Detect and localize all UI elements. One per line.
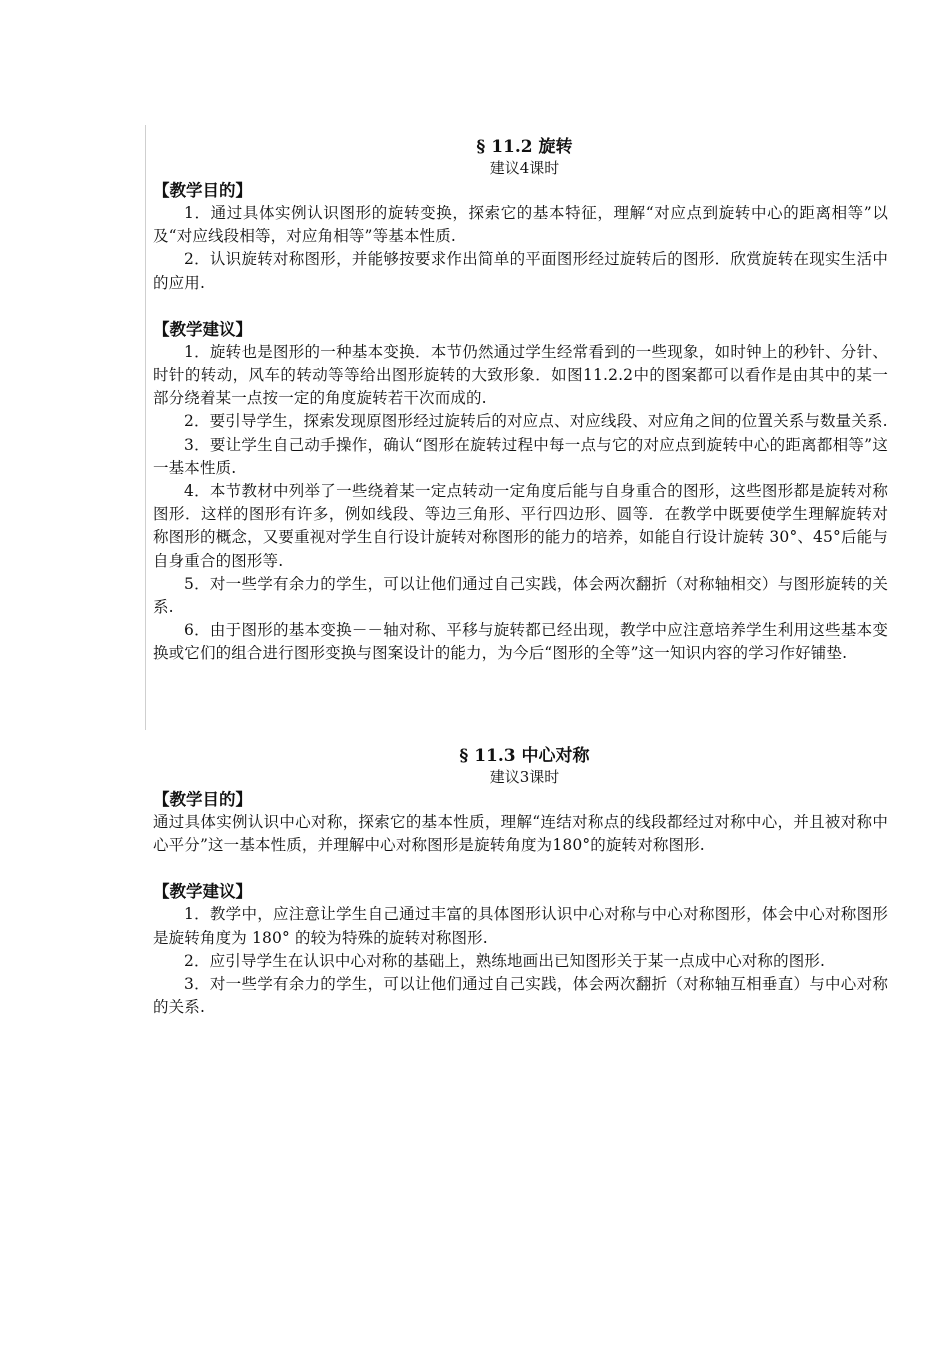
advice-paragraph: 6．由于图形的基本变换－－轴对称、平移与旋转都已经出现，教学中应注意培养学生利用这些基本变换或它们的组合进行图形变换与图案设计的能力，为今后“图形的全等”这一知识内容的学习作好铺垫. xyxy=(153,621,888,663)
section-rotation xyxy=(153,136,888,666)
margin-line xyxy=(145,125,146,730)
advice-paragraph: 3．对一些学有余力的学生，可以让他们通过自己实践，体会两次翻折（对称轴互相垂直）与中心对称的关系. xyxy=(153,975,888,1017)
section-subtitle: 建议3课时 xyxy=(489,768,560,786)
advice-paragraph: 4．本节教材中列举了一些绕着某一定点转动一定角度后能与自身重合的图形，这些图形都是旋转对称图形．这样的图形有许多，例如线段、等边三角形、平行四边形、圆等．在教学中既要使学生理解旋转对称图形的概念，又要重视对学生自行设计旋转对称图形的能力的培养，如能自行设计旋转 30°、45°后能与自身重合的图形等. xyxy=(153,482,888,570)
goal-paragraph: 2．认识旋转对称图形，并能够按要求作出简单的平面图形经过旋转后的图形．欣赏旋转在现实生活中的应用. xyxy=(153,250,888,292)
goal-paragraph: 通过具体实例认识中心对称，探索它的基本性质，理解“连结对称点的线段都经过对称中心，并且被对称中心平分”这一基本性质，并理解中心对称图形是旋转角度为180°的旋转对称图形. xyxy=(153,813,888,855)
goals-heading: 【教学目的】 xyxy=(153,181,252,200)
advice-paragraph: 5．对一些学有余力的学生，可以让他们通过自己实践，体会两次翻折（对称轴相交）与图形旋转的关系. xyxy=(153,574,888,617)
section-subtitle: 建议4课时 xyxy=(489,159,560,177)
section-title: § 11.3 中心对称 xyxy=(459,746,590,766)
advice-paragraph: 3．要让学生自己动手操作，确认“图形在旋转过程中每一点与它的对应点到旋转中心的距离都相等”这一基本性质. xyxy=(153,435,888,477)
advice-heading: 【教学建议】 xyxy=(153,319,252,339)
advice-paragraph: 2．应引导学生在认识中心对称的基础上，熟练地画出已知图形关于某一点成中心对称的图形. xyxy=(184,951,826,970)
advice-paragraph: 1．旋转也是图形的一种基本变换．本节仍然通过学生经常看到的一些现象，如时钟上的秒针、分针、时针的转动，风车的转动等等给出图形旋转的大致形象．如图11.2.2中的图案都可以看作是由其中的某一部分绕着某一点按一定的角度旋转若干次而成的. xyxy=(153,342,888,408)
advice-heading: 【教学建议】 xyxy=(153,882,252,902)
advice-paragraph: 1．教学中，应注意让学生自己通过丰富的具体图形认识中心对称与中心对称图形，体会中心对称图形是旋转角度为 180° 的较为特殊的旋转对称图形. xyxy=(153,905,888,947)
goals-heading: 【教学目的】 xyxy=(153,790,252,809)
goal-paragraph: 1．通过具体实例认识图形的旋转变换，探索它的基本特征，理解“对应点到旋转中心的距离相等”以及“对应线段相等，对应角相等”等基本性质. xyxy=(153,204,888,246)
section-title: § 11.2 旋转 xyxy=(476,137,573,157)
advice-paragraph: 2．要引导学生，探索发现原图形经过旋转后的对应点、对应线段、对应角之间的位置关系与数量关系. xyxy=(184,412,888,431)
section-central-symmetry xyxy=(153,745,888,1019)
